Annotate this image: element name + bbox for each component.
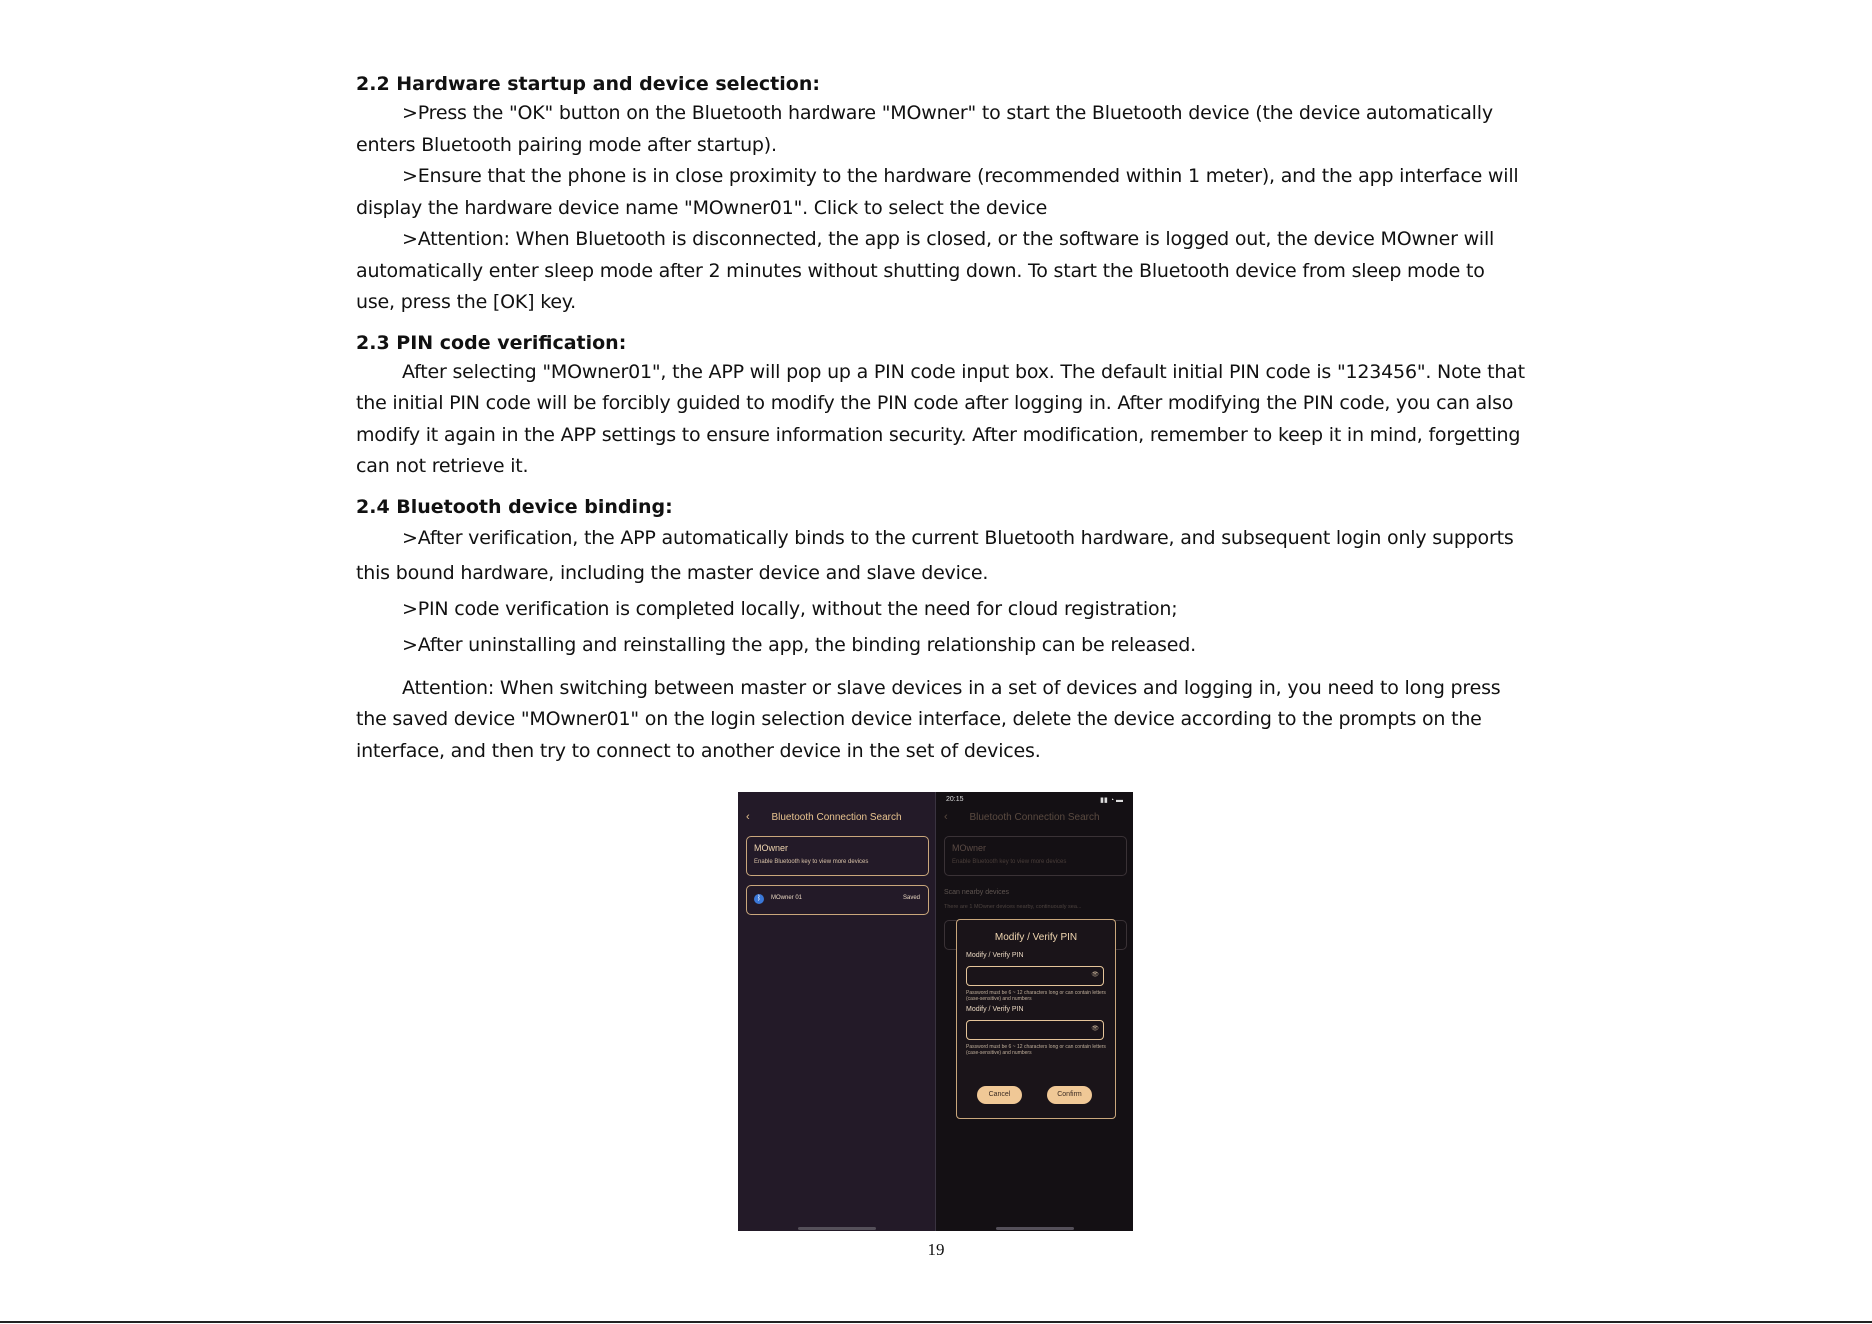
status-icons: ▮▮ ◔ ▬ — [1100, 797, 1123, 804]
mowner-card — [944, 836, 1127, 876]
paragraph: >Ensure that the phone is in close proximity to the hardware (recommended within 1 meter), and the app interface will display the hardware device name "MOwner01". Click to select the device — [356, 165, 1519, 219]
home-indicator — [798, 1227, 876, 1230]
status-time: 20:15 — [946, 796, 964, 803]
eye-icon: 👁 — [1091, 972, 1099, 978]
scan-subtitle: There are 1 MOwner devices nearby, continuously sea... — [944, 904, 1082, 910]
phone-screen-pin-dialog — [936, 792, 1133, 1231]
pin-field-label: Modify / Verify PIN — [966, 952, 1024, 959]
paragraph: >Press the "OK" button on the Bluetooth hardware "MOwner" to start the Bluetooth device (the device automatically enters Bluetooth pairing mode after startup). — [356, 102, 1493, 156]
paragraph: >PIN code verification is completed locally, without the need for cloud registration; — [402, 597, 1178, 620]
heading-2-3: 2.3 PIN code verification: — [356, 331, 627, 354]
device-status: Saved — [902, 895, 920, 901]
paragraph: >After verification, the APP automatically binds to the current Bluetooth hardware, and subsequent login only supports this bound hardware, including the master device and slave device. — [356, 526, 1514, 584]
scan-label: Scan nearby devices — [944, 889, 1009, 896]
pin-input — [966, 966, 1104, 986]
pin-hint: Password must be 6 ~ 12 characters long or can contain letters (case-sensitive) and numbers — [966, 1044, 1106, 1056]
page-number: 19 — [927, 1240, 945, 1259]
card-subtitle: Enable Bluetooth key to view more devices — [754, 859, 869, 865]
modal-title: Modify / Verify PIN — [994, 932, 1078, 943]
pin-field-label: Modify / Verify PIN — [966, 1006, 1024, 1013]
pin-hint: Password must be 6 ~ 12 characters long or can contain letters (case-sensitive) and numbers — [966, 990, 1106, 1002]
eye-icon: 👁 — [1091, 1026, 1099, 1032]
saved-device-row — [746, 885, 929, 915]
pin-confirm-input — [966, 1020, 1104, 1040]
device-name: MOwner 01 — [771, 895, 803, 901]
back-chevron-icon: ‹ — [944, 811, 948, 823]
back-chevron-icon: ‹ — [746, 811, 750, 823]
phone-screen-device-list — [738, 792, 935, 1231]
home-indicator — [996, 1227, 1074, 1230]
nav-title: Bluetooth Connection Search — [969, 812, 1100, 823]
attention-paragraph: Attention: When switching between master or slave devices in a set of devices and logging in, you need to long press the saved device "MOwner01" on the login selection device interface, delete the device according to the prompts on the interface, and then try to connect to another device in the set of devices. — [356, 676, 1501, 762]
nav-title: Bluetooth Connection Search — [771, 812, 902, 823]
heading-2-2: 2.2 Hardware startup and device selection: — [356, 73, 820, 95]
paragraph: After selecting "MOwner01", the APP will pop up a PIN code input box. The default initial PIN code is "123456". Note that the initial PIN code will be forcibly guided to modify the PIN code after logging in. After modifying the PIN code, you can also modify it again in the APP settings to ensure information security. After modification, remember to keep it in mind, forgetting can not retrieve it. — [356, 360, 1525, 477]
card-title: MOwner — [754, 843, 789, 853]
card-title: MOwner — [952, 843, 987, 853]
paragraph: >Attention: When Bluetooth is disconnected, the app is closed, or the software is logged out, the device MOwner will automatically enter sleep mode after 2 minutes without shutting down. To start the Bluetooth device from sleep mode to use, press the [OK] key. — [356, 228, 1495, 313]
confirm-button: Confirm — [1047, 1086, 1092, 1104]
page-bottom-border — [0, 1321, 1872, 1323]
bluetooth-icon: ᛒ — [754, 894, 764, 904]
paragraph: >After uninstalling and reinstalling the app, the binding relationship can be released. — [402, 633, 1196, 656]
cancel-button: Cancel — [977, 1086, 1022, 1104]
mowner-card — [746, 836, 929, 876]
app-screenshot-figure — [738, 792, 1133, 1231]
document-body — [356, 70, 1526, 767]
heading-2-4: 2.4 Bluetooth device binding: — [356, 495, 673, 518]
card-subtitle: Enable Bluetooth key to view more devices — [952, 859, 1067, 865]
pin-modal — [956, 919, 1116, 1119]
